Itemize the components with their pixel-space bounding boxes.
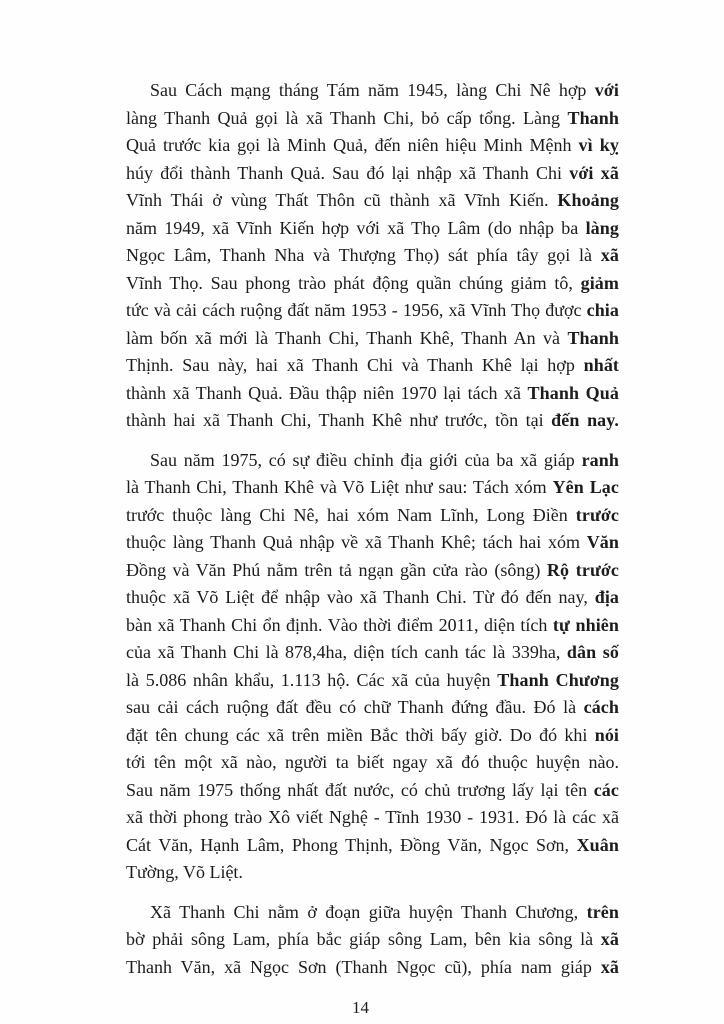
heavy-ink-text: nhất xyxy=(583,355,620,375)
heavy-ink-text: địa xyxy=(594,587,620,607)
text-line: làm bốn xã mới là Thanh Chi, Thanh Khê, Thanh An và Thanh xyxy=(126,327,619,348)
heavy-ink-text: làng xyxy=(585,217,619,238)
heavy-ink-text: Thanh xyxy=(567,327,619,348)
text-line: Tường, Võ Liệt. xyxy=(126,862,243,882)
text-line: Sau năm 1975, có sự điều chỉnh địa giới của ba xã giáp ranh xyxy=(150,449,619,470)
heavy-ink-text: trên xyxy=(586,901,620,922)
text-line: Đồng và Văn Phú nằm trên tả ngạn gần cửa rào (sông) Rộ trước xyxy=(126,559,620,580)
text-line: Xã Thanh Chi nằm ở đoạn giữa huyện Thanh Chương, trên xyxy=(150,901,620,922)
text-line: Cát Văn, Hạnh Lâm, Phong Thịnh, Đồng Văn, Ngọc Sơn, Xuân xyxy=(126,834,619,855)
heavy-ink-text: dân số xyxy=(566,642,619,662)
page-number: 14 xyxy=(352,998,369,1017)
heavy-ink-text: các xyxy=(593,779,619,800)
text-line: thuộc xã Võ Liệt để nhập vào xã Thanh Chi. Từ đó đến nay, địa xyxy=(126,587,620,607)
text-line: là 5.086 nhân khẩu, 1.113 hộ. Các xã của huyện Thanh Chương xyxy=(126,669,619,690)
heavy-ink-text: xã xyxy=(600,929,619,949)
text-line: Thanh Văn, xã Ngọc Sơn (Thanh Ngọc cũ), phía nam giáp xã xyxy=(126,956,620,977)
paragraph-1 xyxy=(126,77,619,435)
paragraph-2 xyxy=(126,447,619,887)
heavy-ink-text: chia xyxy=(586,300,620,320)
text-line: tức và cải cách ruộng đất năm 1953 - 1956, xã Vĩnh Thọ được chia xyxy=(126,300,620,320)
text-line: Sau năm 1975 thống nhất đất nước, có chủ trương lấy lại tên các xyxy=(126,779,619,800)
text-line: bờ phải sông Lam, phía bắc giáp sông Lam, bên kia sông là xã xyxy=(126,929,619,949)
text-line: tới tên một xã nào, người ta biết ngay xã đó thuộc huyện nào. xyxy=(126,752,619,772)
text-line: trước thuộc làng Chi Nê, hai xóm Nam Lĩnh, Long Điền trước xyxy=(126,504,620,525)
text-line: thành hai xã Thanh Chi, Thanh Khê như trước, tồn tại đến nay. xyxy=(126,410,619,430)
text-line: năm 1949, xã Vĩnh Kiến hợp với xã Thọ Lâm (do nhập ba làng xyxy=(126,217,619,238)
heavy-ink-text: đến nay. xyxy=(551,410,619,430)
heavy-ink-text: Văn xyxy=(586,532,620,552)
heavy-ink-text: Thanh xyxy=(567,107,620,128)
heavy-ink-text: xã xyxy=(600,956,620,977)
heavy-ink-text: Thanh Quả xyxy=(527,382,619,403)
heavy-ink-text: Thanh Chương xyxy=(497,669,619,690)
heavy-ink-text: xã xyxy=(600,245,620,265)
text-line: Thịnh. Sau này, hai xã Thanh Chi và Thanh Khê lại hợp nhất xyxy=(126,355,620,375)
heavy-ink-text: cách xyxy=(583,697,619,717)
text-line: làng Thanh Quả gọi là xã Thanh Chi, bỏ cấp tổng. Làng Thanh xyxy=(126,107,620,128)
heavy-ink-text: giảm xyxy=(580,272,620,293)
heavy-ink-text: với xã xyxy=(569,162,619,183)
heavy-ink-text: với xyxy=(594,80,619,100)
heavy-ink-text: vì kỵ xyxy=(578,135,619,155)
heavy-ink-text: ranh xyxy=(581,449,619,470)
text-line: sau cải cách ruộng đất đều có chữ Thanh đứng đầu. Đó là cách xyxy=(126,697,619,717)
heavy-ink-text: Khoảng xyxy=(557,190,619,210)
text-line: Quả trước kia gọi là Minh Quả, đến niên hiệu Minh Mệnh vì kỵ xyxy=(126,135,619,155)
text-line: húy đổi thành Thanh Quả. Sau đó lại nhập xã Thanh Chi với xã xyxy=(126,162,619,183)
text-line: Vĩnh Thái ở vùng Thất Thôn cũ thành xã Vĩnh Kiến. Khoảng xyxy=(126,190,619,210)
heavy-ink-text: Xuân xyxy=(576,834,619,855)
text-line: thành xã Thanh Quả. Đầu thập niên 1970 lại tách xã Thanh Quả xyxy=(126,382,619,403)
text-line: thuộc làng Thanh Quả nhập về xã Thanh Khê; tách hai xóm Văn xyxy=(126,532,620,552)
heavy-ink-text: nói xyxy=(594,724,620,745)
heavy-ink-text: tự nhiên xyxy=(552,614,620,635)
heavy-ink-text: trước xyxy=(575,504,620,525)
text-line: Ngọc Lâm, Thanh Nha và Thượng Thọ) sát phía tây gọi là xã xyxy=(126,245,620,265)
text-line: đặt tên chung các xã trên miền Bắc thời bấy giờ. Do đó khi nói xyxy=(126,724,620,745)
heavy-ink-text: Rộ trước xyxy=(546,559,620,580)
paragraph-3 xyxy=(126,899,619,982)
heavy-ink-text: Yên Lạc xyxy=(552,477,619,497)
text-line: xã thời phong trào Xô viết Nghệ - Tĩnh 1930 - 1931. Đó là các xã xyxy=(126,807,619,827)
text-line: Sau Cách mạng tháng Tám năm 1945, làng Chi Nê hợp với xyxy=(150,80,619,100)
text-line: bàn xã Thanh Chi ổn định. Vào thời điểm 2011, diện tích tự nhiên xyxy=(126,614,620,635)
text-line: là Thanh Chi, Thanh Khê và Võ Liệt như sau: Tách xóm Yên Lạc xyxy=(126,477,619,497)
text-line: của xã Thanh Chi là 878,4ha, diện tích canh tác là 339ha, dân số xyxy=(126,642,619,662)
text-line: Vĩnh Thọ. Sau phong trào phát động quần chúng giảm tô, giảm xyxy=(126,272,620,293)
text-block xyxy=(126,77,619,981)
